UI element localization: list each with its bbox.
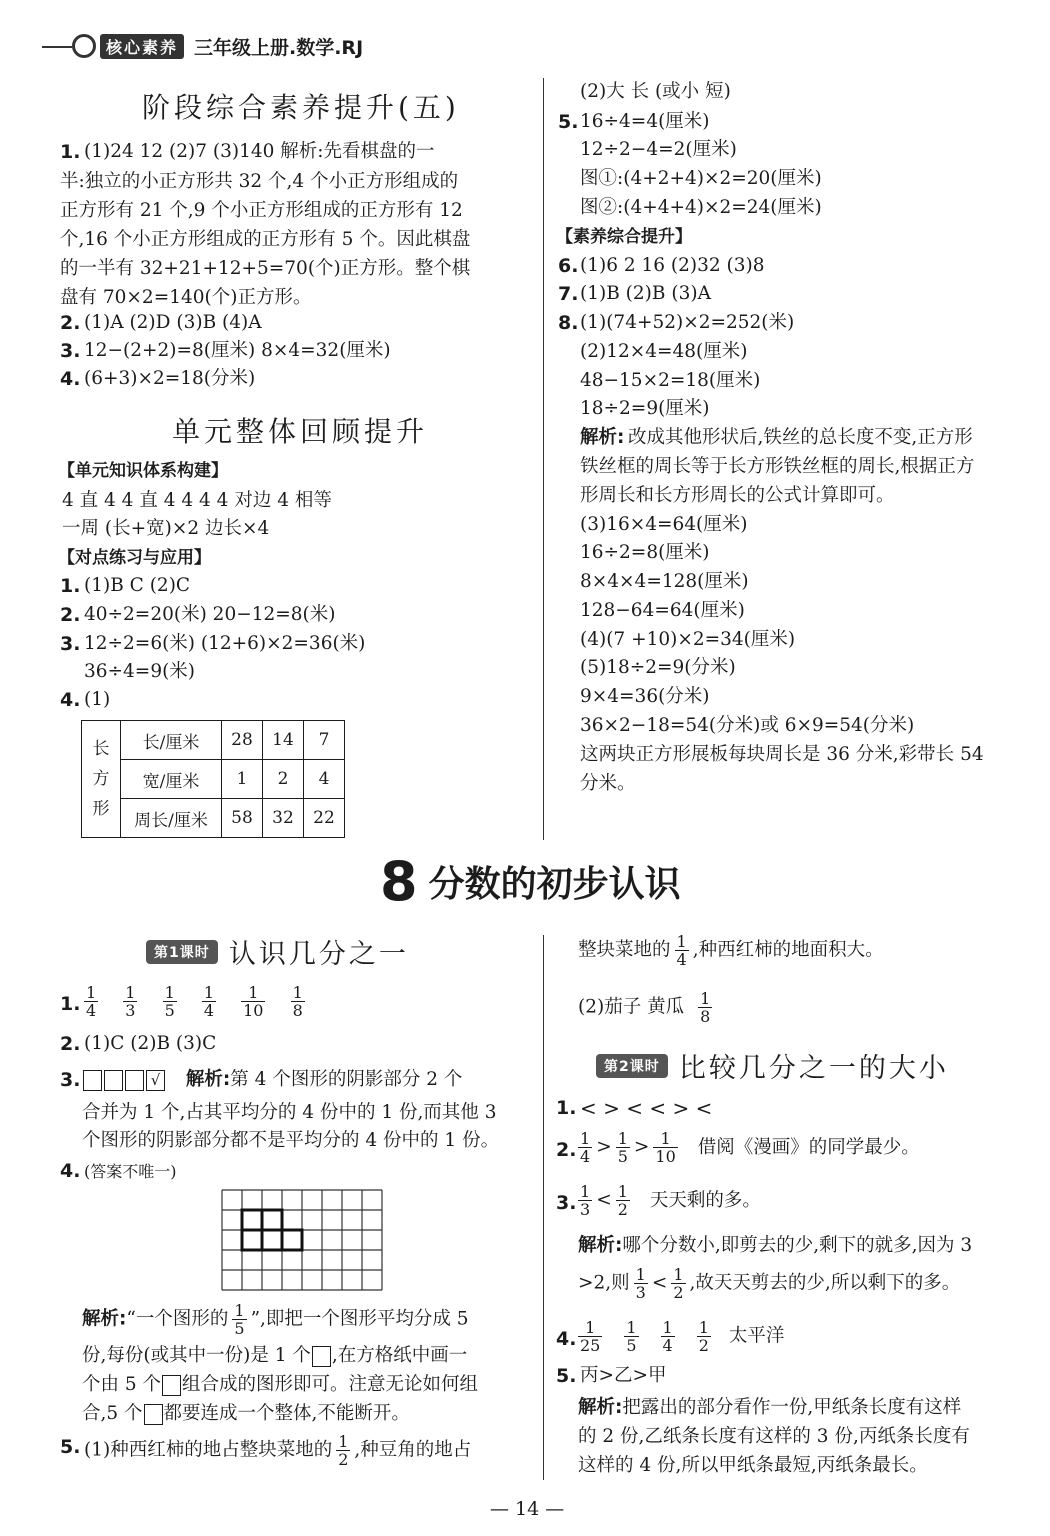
answer-line: 盘有 70×2=140(个)正方形。: [60, 287, 312, 308]
answer-line: (2)12×4=48(厘米): [580, 341, 748, 362]
answer-line: (1): [84, 689, 111, 710]
q-number: 2.: [60, 604, 81, 626]
fraction-row: [80, 984, 309, 1019]
answer-line: (1)B (2)B (3)A: [580, 283, 711, 304]
answer-line: 8×4×4=128(厘米): [580, 571, 749, 592]
answer-line: 个图形的阴影部分都不是平均分的 4 份中的 1 份。: [82, 1130, 500, 1151]
chapter-number: 8: [380, 850, 418, 913]
answer-line: 个由 5 个 组合成的图形即可。注意无论如何组: [82, 1374, 479, 1395]
answer-line: 图②:(4+4+4)×2=24(厘米): [580, 197, 822, 218]
fraction: $\frac{1}{5}$: [164, 983, 175, 1020]
table-cell: 1: [222, 760, 263, 799]
subsection-title: 【素养综合提升】: [556, 227, 692, 247]
table-side-label: 长 方 形: [82, 721, 121, 838]
answer-line: (1)24 12 (2)7 (3)140 解析:先看棋盘的一: [84, 141, 435, 162]
answer-line: 16÷4=4(厘米): [580, 111, 710, 132]
fraction: $\frac{1}{5}$: [234, 1301, 245, 1338]
fraction: $\frac{1}{4}$: [86, 983, 97, 1020]
answer-line: 48−15×2=18(厘米): [580, 370, 761, 391]
analysis-label: 解析:: [185, 1069, 231, 1090]
check-icon: √: [150, 1070, 161, 1089]
answer-line: 12÷2−4=2(厘米): [580, 139, 737, 160]
lesson-title: 认识几分之一: [228, 939, 409, 970]
fraction: $\frac{1}{5}$: [617, 1129, 628, 1166]
q-number: 4.: [60, 368, 81, 390]
answer-line: 丙>乙>甲: [580, 1365, 667, 1386]
q-number: 5.: [556, 1365, 577, 1387]
fraction: $\frac{1}{4}$: [676, 932, 687, 969]
q-number: 5.: [60, 1436, 81, 1458]
answer-line: 合,5 个 都要连成一个整体,不能断开。: [82, 1403, 410, 1424]
column-divider-lower: [543, 935, 544, 1480]
fraction: $\frac{1}{2}$: [698, 1318, 709, 1355]
subsection-title: 【对点练习与应用】: [58, 548, 211, 568]
drawn-shape: [242, 1210, 302, 1250]
answer-line: 整块菜地的 $\frac{1}{4}$ ,种西红柿的地面积大。: [578, 932, 884, 969]
answer-line: 的 2 份,乙纸条长度有这样的 3 份,丙纸条长度有: [578, 1426, 970, 1447]
answer-line: (1)(74+52)×2=252(米): [580, 312, 795, 333]
q-number: 8.: [558, 312, 579, 334]
answer-line: (6+3)×2=18(分米): [84, 368, 256, 389]
answer-line: 的一半有 32+21+12+5=70(个)正方形。整个棋: [60, 258, 471, 279]
q-number: 1.: [60, 575, 81, 597]
table-row-label: 长/厘米: [121, 721, 222, 760]
answer-line: 图①:(4+2+4)×2=20(厘米): [580, 168, 822, 189]
answer-line: (5)18÷2=9(分米): [580, 657, 736, 678]
fraction: $\frac{1}{3}$: [635, 1265, 646, 1302]
table-cell: 22: [304, 799, 345, 838]
answer-line: $\frac{1}{25}$ $\frac{1}{5}$ $\frac{1}{4}$ $\frac{1}{2}$ 太平洋: [580, 1318, 785, 1355]
answer-line: (1)种西红柿的地占整块菜地的 $\frac{1}{2}$ ,种豆角的地占: [84, 1432, 472, 1469]
answer-line: 12÷2=6(米) (12+6)×2=36(米): [84, 633, 366, 654]
answer-line: 36÷4=9(米): [84, 661, 196, 682]
table-cell: 4: [304, 760, 345, 799]
small-square-icon: [144, 1404, 163, 1425]
answer-line: 40÷2=20(米) 20−12=8(米): [84, 604, 336, 625]
fraction: $\frac{1}{4}$: [580, 1129, 591, 1166]
answer-line: >2,则 $\frac{1}{3}$ < $\frac{1}{2}$ ,故天天剪去的少,所以剩下的多。: [578, 1265, 961, 1302]
fraction: $\frac{1}{4}$: [203, 983, 215, 1020]
answer-line: 12−(2+2)=8(厘米) 8×4=32(厘米): [84, 340, 391, 361]
lesson1-heading: [146, 932, 409, 971]
answer-line: (1)A (2)D (3)B (4)A: [84, 312, 262, 333]
table-cell: 2: [263, 760, 304, 799]
fraction: $\frac{1}{8}$: [292, 983, 303, 1020]
answer-line: < > < < > <: [580, 1096, 713, 1120]
fraction: $\frac{1}{4}$: [662, 1318, 673, 1355]
square-grid: [219, 1187, 385, 1303]
answer-line: (1)6 2 16 (2)32 (3)8: [580, 255, 765, 276]
answer-line: 解析:“一个图形的 $\frac{1}{5}$ ”,即把一个图形平均分成 5: [82, 1301, 469, 1338]
fraction: $\frac{1}{5}$: [626, 1318, 637, 1355]
answer-line: 改成其他形状后,铁丝的总长度不变,正方形: [628, 427, 973, 448]
fraction: $\frac{1}{2}$: [338, 1432, 349, 1469]
answer-line: 份,每份(或其中一份)是 1 个 ,在方格纸中画一: [82, 1345, 468, 1366]
fraction: $\frac{1}{3}$: [125, 983, 136, 1020]
table-row-label: 宽/厘米: [121, 760, 222, 799]
answer-line: 分米。: [580, 773, 636, 794]
lesson-badge: 第1课时: [146, 940, 218, 964]
table-cell: 58: [222, 799, 263, 838]
answer-line: $\frac{1}{4}$ > $\frac{1}{5}$ > $\frac{1}{10}$ 借阅《漫画》的同学最少。: [580, 1129, 920, 1166]
q-number: 4.: [60, 1160, 81, 1182]
q-number: 1.: [60, 993, 81, 1015]
small-square-icon: [312, 1346, 331, 1367]
answer-box: [83, 1070, 102, 1091]
answer-line: 36×2−18=54(分米)或 6×9=54(分米): [580, 715, 915, 736]
header-logo: 核心素养: [100, 34, 184, 59]
q-number: 5.: [558, 111, 579, 133]
answer-line: 正方形有 21 个,9 个小正方形组成的正方形有 12: [60, 200, 463, 221]
q-number: 3.: [60, 340, 81, 362]
rectangle-table: [81, 720, 345, 838]
section-heading-stage: 阶段综合素养提升(五): [142, 91, 460, 124]
answer-line: √ 解析:第 4 个图形的阴影部分 2 个: [82, 1066, 462, 1094]
answer-line: (答案不唯一): [84, 1162, 177, 1181]
lesson-title: 比较几分之一的大小: [678, 1053, 949, 1084]
answer-line: 9×4=36(分米): [580, 686, 710, 707]
fraction: $\frac{1}{10}$: [655, 1129, 676, 1166]
q-number: 4.: [556, 1328, 577, 1350]
answer-box: [125, 1070, 144, 1091]
answer-line: 这两块正方形展板每块周长是 36 分米,彩带长 54: [580, 744, 984, 765]
q-number: 1.: [556, 1097, 577, 1119]
lesson2-heading: [596, 1046, 949, 1085]
answer-line: (4)(7 +10)×2=34(厘米): [580, 629, 796, 650]
table-cell: 14: [263, 721, 304, 760]
page-number: — 14 —: [490, 1498, 565, 1520]
header-line: [42, 46, 72, 48]
answer-line: 16÷2=8(厘米): [580, 542, 710, 563]
q-number: 6.: [558, 255, 579, 277]
answer-line: 合并为 1 个,占其平均分的 4 份中的 1 份,而其他 3: [82, 1102, 497, 1123]
answer-line: (3)16×4=64(厘米): [580, 514, 748, 535]
table-row-label: 周长/厘米: [121, 799, 222, 838]
chapter-title: [380, 850, 681, 913]
q-number: 3.: [556, 1192, 577, 1214]
answer-line: 128−64=64(厘米): [580, 600, 745, 621]
q-number: 2.: [60, 312, 81, 334]
answer-box-checked: [146, 1070, 165, 1091]
analysis-label: 解析:: [580, 427, 625, 448]
header-title: 三年级上册.数学.RJ: [194, 37, 364, 59]
fraction: $\frac{1}{10}$: [243, 983, 264, 1020]
answer-line: 4 直 4 4 直 4 4 4 4 对边 4 相等: [62, 490, 332, 511]
q-number: 4.: [60, 689, 81, 711]
answer-line: 18÷2=9(厘米): [580, 398, 710, 419]
answer-line: 解析:哪个分数小,即剪去的少,剩下的就多,因为 3: [578, 1235, 973, 1256]
answer-line: 形周长和长方形周长的公式计算即可。: [580, 485, 895, 506]
answer-line: 半:独立的小正方形共 32 个,4 个小正方形组成的: [60, 171, 459, 192]
fraction: $\frac{1}{25}$: [580, 1318, 601, 1355]
column-divider: [543, 78, 544, 840]
q-number: 3.: [60, 633, 81, 655]
answer-line: (2)大 长 (或小 短): [580, 81, 731, 102]
q-number: 7.: [558, 283, 579, 305]
lesson-badge: 第2课时: [596, 1054, 668, 1078]
table-cell: 32: [263, 799, 304, 838]
fraction: $\frac{1}{2}$: [673, 1265, 684, 1302]
answer-line: 解析:把露出的部分看作一份,甲纸条长度有这样: [578, 1397, 962, 1418]
fraction: $\frac{1}{8}$: [700, 989, 711, 1026]
answer-line: (1)B C (2)C: [84, 575, 191, 596]
q-number: 1.: [60, 141, 81, 163]
header-logo-circle-icon: [72, 34, 96, 58]
answer-line: (2)茄子 黄瓜 $\frac{1}{8}$: [578, 989, 711, 1026]
subsection-title: 【单元知识体系构建】: [58, 461, 228, 481]
section-heading-review: 单元整体回顾提升: [172, 415, 429, 448]
answer-line: $\frac{1}{3}$ < $\frac{1}{2}$ 天天剩的多。: [580, 1182, 761, 1219]
table-cell: 7: [304, 721, 345, 760]
table-cell: 28: [222, 721, 263, 760]
answer-line: (1)C (2)B (3)C: [84, 1033, 217, 1054]
answer-line: 铁丝框的周长等于长方形铁丝框的周长,根据正方: [580, 456, 975, 477]
answer-line: 个,16 个小正方形组成的正方形有 5 个。因此棋盘: [60, 229, 471, 250]
header-bar: [42, 32, 542, 62]
q-number: 2.: [556, 1139, 577, 1161]
q-number: 2.: [60, 1033, 81, 1055]
answer-line: 这样的 4 份,所以甲纸条最短,丙纸条最长。: [578, 1455, 928, 1476]
answer-box: [104, 1070, 123, 1091]
answer-line: 一周 (长+宽)×2 边长×4: [62, 518, 270, 539]
fraction: $\frac{1}{2}$: [617, 1182, 628, 1219]
fraction: $\frac{1}{3}$: [580, 1182, 591, 1219]
q-number: 3.: [60, 1069, 81, 1091]
small-square-icon: [162, 1375, 181, 1396]
chapter-name: 分数的初步认识: [428, 864, 681, 905]
